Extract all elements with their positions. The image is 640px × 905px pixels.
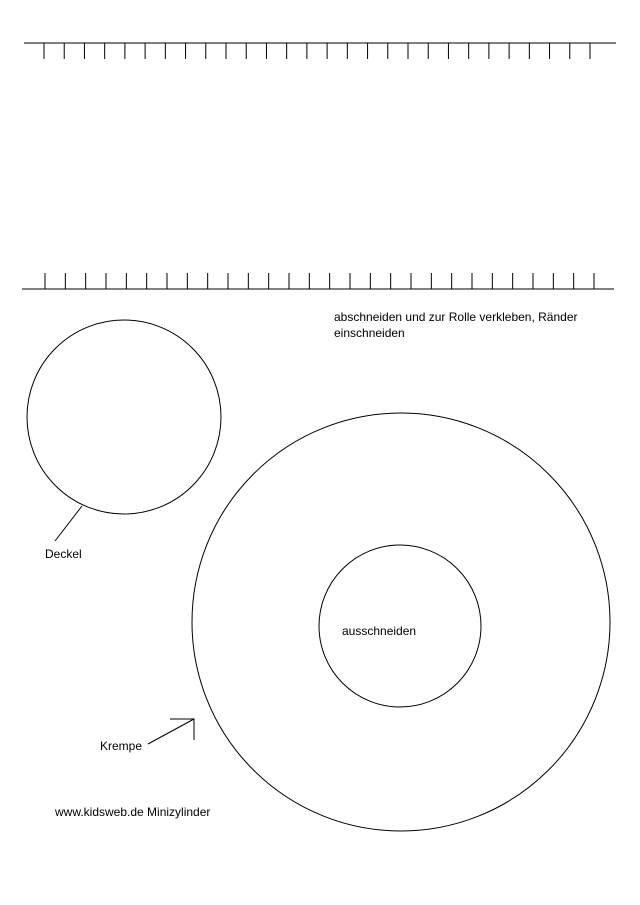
instruction-text [334,309,614,341]
brim-outer-circle [192,413,610,831]
strip-top-teeth [44,43,590,59]
instruction-line-2: einschneiden [334,326,405,340]
lid-label: Deckel [45,547,82,561]
cutout-label: ausschneiden [342,624,417,638]
strip-bottom-teeth [45,273,594,289]
brim-label: Krempe [100,739,143,753]
brim-arrow [148,719,194,744]
lid-circle [27,320,221,514]
instruction-line-1: abschneiden und zur Rolle verkleben, Ränder [334,310,578,324]
credit-text: www.kidsweb.de Minizylinder [55,805,211,819]
lid-pointer [55,506,82,541]
